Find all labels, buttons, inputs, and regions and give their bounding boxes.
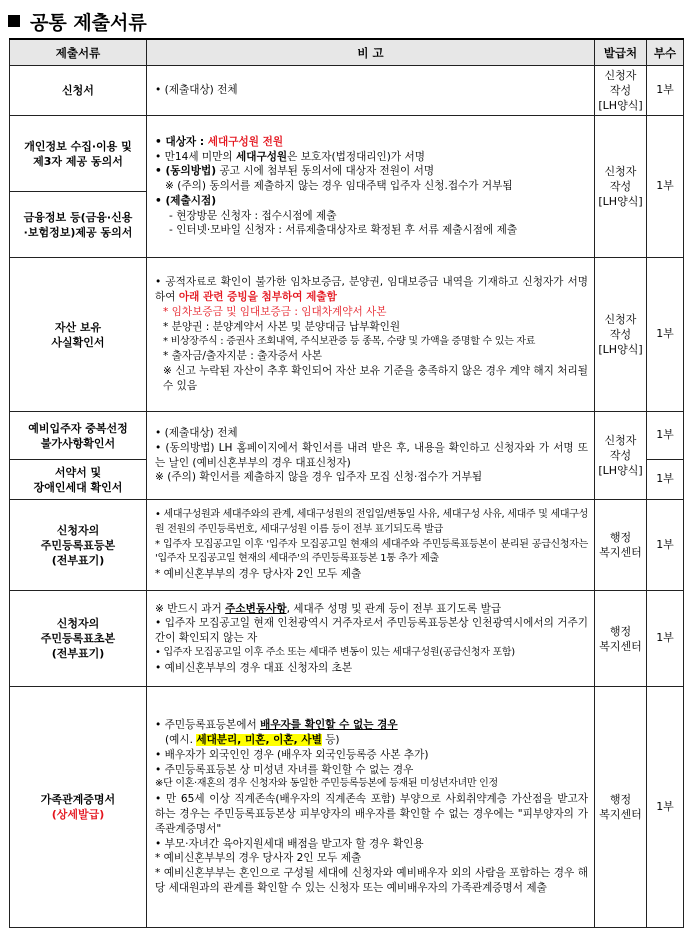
doc-privacy-consent: 개인정보 수집·이용 및 제3자 제공 동의서 xyxy=(10,116,147,192)
doc-oath: 서약서 및 장애인세대 확인서 xyxy=(10,460,147,500)
copies-resident-abstract: 1부 xyxy=(647,591,684,687)
note-prospective-duplicate: • (제출대상) 전체 • (동의방법) LH 홈페이지에서 확인서를 내려 받은 후, 내용을 확인하고 신청자와 가 서명 또는 날인 (예비신혼부부의 경우 대표신청자) ※ (주의) 확인서를 제출하지 않을 경우 입주자 모집 신청·접수가 거부됨 xyxy=(147,412,595,500)
note-asset-confirmation: • 공적자료로 확인이 불가한 임차보증금, 분양권, 임대보증금 내역을 기재하고 신청자가 서명하여 아래 관련 증빙을 첨부하여 제출함 * 임차보증금 및 임대보증금 : 임대차계약서 사본 * 분양권 : 분양계약서 사본 및 분양대금 납부확인원 * 비상장주식 : 증권사 조회내역, 주식보관증 등 종목, 수량 및 가액을 증명할 수 있는 자료 * 출자금/출자지분 : 출자증서 사본 ※ 신고 누락된 자산이 추후 확인되어 자산 보유 기준을 충족하지 않은 경우 계약 해지 처리될 수 있음 xyxy=(147,258,595,412)
copies-asset-confirmation: 1부 xyxy=(647,258,684,412)
doc-financial-consent: 금융정보 등(금융·신용 ·보험정보)제공 동의서 xyxy=(10,192,147,258)
note-resident-abstract: ※ 반드시 과거 주소변동사항, 세대주 성명 및 관계 등이 전부 표기도록 발급 • 입주자 모집공고일 현재 인천광역시 거주자로서 주민등록표등본상 인천광역시에서의 거주기간이 확인되지 않는 자 • 입주자 모집공고일 이후 주소 또는 세대주 변동이 있는 세대구성원(공급신청자 포함) • 예비신혼부부의 경우 대표 신청자의 초본 xyxy=(147,591,595,687)
copies-oath: 1부 xyxy=(647,460,684,500)
copies-application: 1부 xyxy=(647,66,684,116)
copies-family-relation: 1부 xyxy=(647,687,684,928)
note-family-relation: • 주민등록표등본에서 배우자를 확인할 수 없는 경우 (예시. 세대분리, 미혼, 이혼, 사별 등) • 배우자가 외국인인 경우 (배우자 외국인등록증 사본 추가) • 주민등록표등본 상 미성년 자녀를 확인할 수 없는 경우 ※단 이혼·재혼의 경우 신청자와 동일한 주민등록등본에 등재된 미성년자녀만 인정 • 만 65세 이상 직계존속(배우자의 직계존속 포함) 부양으로 사회취약계층 가산점을 받고자 하는 경우는 주민등록표등본상 피부양자의 배우자를 확인할 수 없는 경우에는 "피부양자의 가족관계증명서" • 부모·자녀간 육아지원세대 배점을 받고자 할 경우 확인용 * 예비신혼부부의 경우 당사자 2인 모두 제출 * 예비신혼부부는 혼인으로 구성될 세대에 신청자와 예비배우자 외의 사람을 포함하는 경우 해당 세대원과의 관계를 확인할 수 있는 신청자 또는 예비배우자의 가족관계증명서 제출 xyxy=(147,687,595,928)
square-bullet-icon xyxy=(8,15,20,27)
header-copies: 부수 xyxy=(647,39,684,66)
documents-table xyxy=(9,38,684,928)
doc-resident-copy: 신청자의 주민등록표등본 (전부표기) xyxy=(10,500,147,591)
table-row-asset-confirmation xyxy=(10,258,684,412)
table-row-resident-abstract xyxy=(10,591,684,687)
issuer-family-relation: 행정 복지센터 xyxy=(595,687,647,928)
header-doc: 제출서류 xyxy=(10,39,147,66)
table-row-application xyxy=(10,66,684,116)
header-note: 비 고 xyxy=(147,39,595,66)
issuer-resident-abstract: 행정 복지센터 xyxy=(595,591,647,687)
issuer-privacy-consent: 신청자 작성 [LH양식] xyxy=(595,116,647,258)
doc-asset-confirmation: 자산 보유 사실확인서 xyxy=(10,258,147,412)
issuer-prospective-duplicate: 신청자 작성 [LH양식] xyxy=(595,412,647,500)
section-title-text: 공통 제출서류 xyxy=(30,11,147,34)
table-header-row xyxy=(10,39,684,66)
table-row-resident-copy xyxy=(10,500,684,591)
copies-resident-copy: 1부 xyxy=(647,500,684,591)
issuer-asset-confirmation: 신청자 작성 [LH양식] xyxy=(595,258,647,412)
table-row-prospective-duplicate xyxy=(10,412,684,460)
doc-application: 신청서 xyxy=(10,66,147,116)
section-title xyxy=(8,6,147,36)
doc-resident-abstract: 신청자의 주민등록표초본 (전부표기) xyxy=(10,591,147,687)
table-row-privacy-consent xyxy=(10,116,684,192)
doc-prospective-duplicate: 예비입주자 중복선정 불가사항확인서 xyxy=(10,412,147,460)
copies-privacy-consent: 1부 xyxy=(647,116,684,258)
issuer-resident-copy: 행정 복지센터 xyxy=(595,500,647,591)
issuer-application: 신청자 작성 [LH양식] xyxy=(595,66,647,116)
note-application: • (제출대상) 전체 xyxy=(147,66,595,116)
table-row-family-relation xyxy=(10,687,684,928)
note-resident-copy: • 세대구성원과 세대주와의 관계, 세대구성원의 전입일/변동일 사유, 세대구성 사유, 세대주 및 세대구성원 전원의 주민등록번호, 세대구성원 이름 등이 전부 표기되도록 발급 * 입주자 모집공고일 이후 '입주자 모집공고일 현재의 세대주와 주민등록표등본이 분리된 공급신청자는 '입주자 모집공고일 현재의 세대주'의 주민등록표등본 1통 추가 제출 * 예비신혼부부의 경우 당사자 2인 모두 제출 xyxy=(147,500,595,591)
copies-prospective-duplicate: 1부 xyxy=(647,412,684,460)
doc-family-relation: 가족관계증명서 (상세발급) xyxy=(10,687,147,928)
header-issuer: 발급처 xyxy=(595,39,647,66)
note-privacy-consent: • 대상자 : 세대구성원 전원 • 만14세 미만의 세대구성원은 보호자(법정대리인)가 서명 • (동의방법) 공고 시에 첨부된 동의서에 대상자 전원이 서명 ※ (주의) 동의서를 제출하지 않는 경우 임대주택 입주자 신청.접수가 거부됨 • (제출시점) - 현장방문 신청자 : 접수시점에 제출 - 인터넷·모바일 신청자 : 서류제출대상자로 확정된 후 서류 제출시점에 제출 xyxy=(147,116,595,258)
